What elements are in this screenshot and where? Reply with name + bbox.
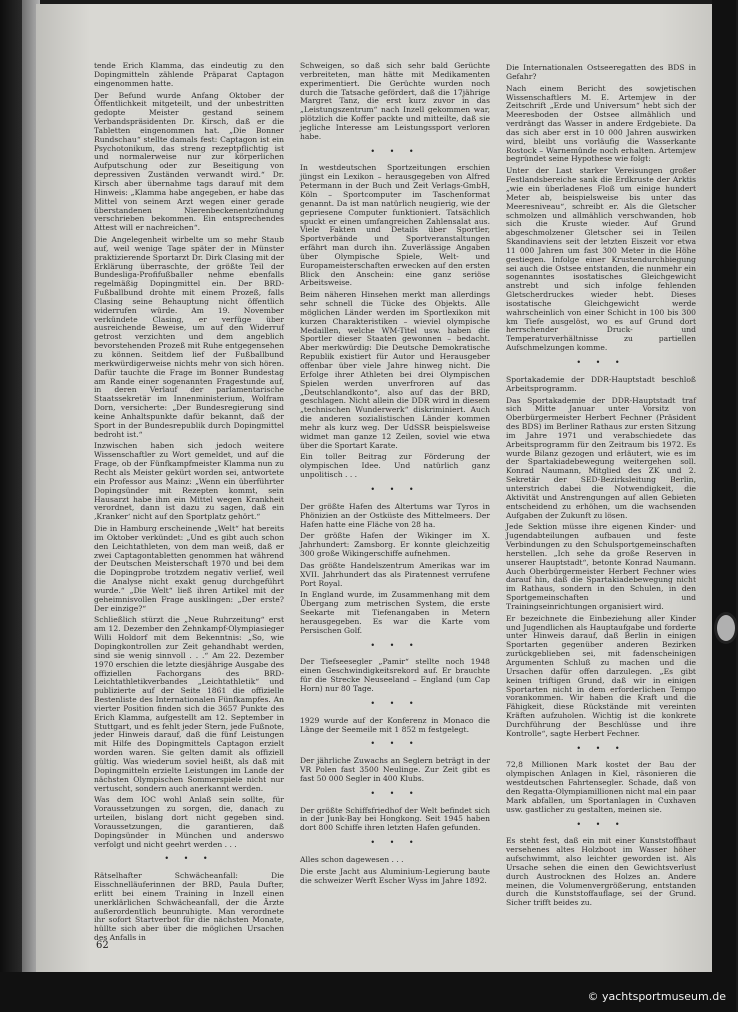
paragraph: In England wurde, im Zusammenhang mit dem Übergang zum metrischen System, die erste Seekarte mit Tiefenangaben in Metern herausgegeben. Es war die Karte vom Persischen Golf.	[300, 590, 490, 635]
paragraph: Der größte Hafen des Altertums war Tyros in Phönizien an der Ostküste des Mittelmeers. Der Hafen hatte eine Fläche von 28 ha.	[300, 501, 490, 529]
binder-hole	[714, 612, 738, 644]
paragraph: Jede Sektion müsse ihre eigenen Kinder- und Jugendabteilungen aufbauen und feste Verbindungen zu den Schulsportgemeinschaften herstellen. „Ich sehe da große Reserven in unserer Hauptstadt“, betonte Konrad Naumann. Auch Oberbürgermeister Herbert Fechner wies darauf hin, daß die Spartakiadebewegung nicht im Rathaus, sondern in den Schulen, in den Sportgemeinschaften und Trainingseinrichtungen organisiert wird.	[506, 522, 696, 611]
section-separator: • • •	[370, 698, 420, 708]
paragraph: Ein toller Beitrag zur Förderung der olympischen Idee. Und natürlich ganz unpolitisch . . .	[300, 452, 490, 480]
text-column-left	[94, 61, 284, 943]
page-number: 62	[96, 940, 109, 951]
source-credit: © yachtsportmuseum.de	[587, 990, 726, 1003]
section-heading: Die Internationalen Ostseeregatten des BDS in Gefahr?	[506, 63, 696, 81]
paragraph: 1929 wurde auf der Konferenz in Monaco die Länge der Seemeile mit 1 852 m festgelegt.	[300, 715, 490, 734]
right-border	[712, 0, 736, 1012]
paragraph: Es steht fest, daß ein mit einer Kunststoffhaut versehenes altes Holzboot im Wasser höher aufschwimmt, also leichter geworden ist. Als Ursache sehen die einen den Gewichtsverlust durch Austrocknen des Holzes an. Andere meinen, die Volumenvergrößerung, entstanden durch die Kunststoffauflage, sei der Grund. Sicher trifft beides zu.	[506, 836, 696, 908]
paragraph: Der Befund wurde Anfang Oktober der Öffentlichkeit mitgeteilt, und der unbestritten gedopte Meister gestand seinem Verbandspräsidenten Dr. Kirsch, daß er die Tabletten eingenommen hat. „Die Bonner Rundschau“ stellte damals fest: Captagon ist ein Psychotonikum, das streng rezeptpflichtig ist und normalerweise nur zur körperlichen Aufputschung oder zur Beseitigung von depressiven Zuständen verwandt wird.“ Dr. Kirsch aber übernahme tags darauf mit dem Hinweis: „Klamma habe angegeben, er habe das Mittel von seinem Arzt wegen einer gerade überstandenen Nierenbeckenentzündung verschrieben bekommen. Ein entsprechendes Attest will er nachreichen“.	[94, 90, 284, 233]
section-separator: • • •	[370, 739, 420, 749]
paragraph: Inzwischen haben sich jedoch weitere Wissenschaftler zu Wort gemeldet, und auf die Frage, ob der Fünfkampfmeister Klamma nun zu Recht als Meister gekürt worden sei, antwortete ein Professor aus Mainz: „Wenn ein überführter Dopingsünder mit Rezepten kommt, sein Hausarzt habe ihm ein Mittel wegen Krankheit verordnet, dann ist dazu zu sagen, daß ein ‚Kranker‘ nicht auf den Sportplatz gehört.“	[94, 441, 284, 522]
paragraph: Unter der Last starker Vereisungen großer Festlandsbereiche sank die Erdkruste der Arktis „wie ein überladenes Floß um einige hundert Meter ab, beispielsweise bis unter das Meeresniveau“, schreibt er. Als die Gletscher schmolzen und allmählich verschwanden, hob sich die Kruste wieder. Auf Grund abgeschmolzener Gletscher sei in Teilen Skandinaviens seit der letzten Eiszeit vor etwa 11 000 Jahren um fast 300 Meter in die Höhe gestiegen. Infolge einer Krustendurchbiegung sei auch die Ostsee entstanden, die nunmehr ein sogenanntes isostatisches Gleichgewicht anstrebt und sich infolge fehlenden Gletscherdruckes wieder hebt. Dieses isostatische Gleichgewicht werde wahrscheinlich von einer Schicht in 100 bis 300 km Tiefe ausgelöst, wo es auf Grund dort herrschender Druck- und Temperaturverhältnisse zu partiellen Aufschmelzungen komme.	[506, 166, 696, 353]
paragraph: Nach einem Bericht des sowjetischen Wissenschaftlers M. E. Artemjew in der Zeitschrift „Erde und Universum“ hebt sich der Meeresboden der Ostsee allmählich und verdrängt das Wasser in andere Erdgebiete. Da das sich aber erst in 10 000 Jahren auswirken wird, bleibt uns vorläufig die Wasserkante Rostock – Warnemünde noch erhalten. Artemjew begründet seine Hypothese wie folgt:	[506, 83, 696, 164]
section-separator: • • •	[164, 854, 214, 864]
paragraph: tende Erich Klamma, das eindeutig zu den Dopingmitteln zählende Präparat Captagon eingenommen hatte.	[94, 61, 284, 88]
paragraph: Beim näheren Hinsehen merkt man allerdings sehr schnell die Tücke des Objekts. Alle möglichen Länder werden im Sportlexikon mit kurzen Charakteristiken – wieviel olympische Medaillen, welche WM-Titel usw. haben die Sportler dieser Staaten gewonnen – bedacht. Aber merkwürdig: Die Deutsche Demokratische Republik existiert für Autor und Herausgeber offenbar über viele Jahre hinweg nicht. Die Erfolge ihrer Athleten bei drei Olympischen Spielen werden unverfroren auf das „Deutschlandkonto“, also auf das der BRD, geschlagen. Nicht allein die DDR wird in diesem „technischen Wunderwerk“ diskriminiert. Auch die anderen sozialistischen Länder kommen mehr als kurz weg. Der UdSSR beispielsweise widmet man ganze 12 Zeilen, soviel wie etwa über die Sportart Karate.	[300, 290, 490, 450]
section-separator: • • •	[370, 146, 420, 156]
paragraph: Der Tiefseesegler „Pamir“ stellte noch 1948 einen Geschwindigkeitsrekord auf. Er brauchte für die Strecke Neuseeland – England (um Cap Horn) nur 80 Tage.	[300, 657, 490, 693]
paragraph: Das größte Handelszentrum Amerikas war im XVII. Jahrhundert das als Piratennest verrufene Port Royal.	[300, 560, 490, 588]
section-separator: • • •	[576, 819, 626, 829]
paragraph: Die Angelegenheit wirbelte um so mehr Staub auf, weil wenige Tage später der in Münster praktizierende Sportarzt Dr. Dirk Clasing mit der Erklärung überraschte, der größte Teil der Bundesliga-Profifußballer nehme ebenfalls regelmäßig Dopingmittel ein. Der BRD-Fußballbund drohte mit einem Prozeß, falls Clasing seine Behauptung nicht öffentlich widerrufen würde. Am 19. November verkündete Clasing, er verfüge über ausreichende Beweise, um auf den Widerruf getrost verzichten und dem angeblich bevorstehenden Prozeß mit Ruhe entgegensehen zu können. Seitdem lief der Fußballbund merkwürdigerweise nichts mehr von sich hören. Dafür tauchte die Frage im Bonner Bundestag am Rande einer sogenannten Fragestunde auf, in deren Verlauf der parlamentarische Staatssekretär im Innenministerium, Wolfram Dorn, versicherte: „Der Bundesregierung sind keine Anhaltspunkte dafür bekannt, daß der Sport in der Bundesrepublik durch Dopingmittel bedroht ist.“	[94, 235, 284, 439]
text-column-middle	[300, 62, 490, 970]
paragraph: Die in Hamburg erscheinende „Welt“ hat bereits im Oktober verkündet: „Und es gibt auch schon den Leichtathleten, von dem man weiß, daß er zwei Captagontabletten genommen hat während der Deutschen Meisterschaft 1970 und bei dem die Dopingprobe trotzdem negativ verlief, weil die Analyse nicht exakt genug durchgeführt wurde.“ „Die Welt“ ließ ihren Artikel mit der geheimnisvollen Frage ausklingen: „Der erste? Der einzige?“	[94, 524, 284, 613]
paragraph: Der jährliche Zuwachs an Seglern beträgt in der VR Polen fast 3500 Neulinge. Zur Zeit gibt es fast 50 000 Segler in 400 Klubs.	[300, 756, 490, 783]
section-separator: • • •	[370, 484, 420, 494]
paragraph: Schließlich stürzt die „Neue Ruhrzeitung“ erst am 12. Dezember den Zehnkampf-Olympiasieger Willi Holdorf mit dem Bekenntnis: „So, wie Dopingkontrollen zur Zeit gehandhabt werden, sind sie wenig sinnvoll . . .“ Am 22. Dezember 1970 erschien die letzte diesjährige Ausgabe des offiziellen Fachorgans des BRD-Leichtathletikverbandes „Leichtathletik“ und publizierte auf der Seite 1861 die offizielle Bestenliste des Internationalen Fünfkampfes. An vierter Position finden sich die 3657 Punkte des Erich Klamma, aufgestellt am 12. September in Stuttgart, und es fehlt jeder Stern, jede Fußnote, jeder Hinweis darauf, daß die fünf Leistungen mit Hilfe des Dopingmittels Captagon erzielt worden waren. Sie gelten damit als offiziell gültig. Was wiederum soviel heißt, als daß mit Dopingmitteln erzielte Leistungen im Lande der nächsten Olympischen Sommerspiele nicht nur vertuscht, sondern auch anerkannt werden.	[94, 615, 284, 793]
paragraph: Schweigen, so daß sich sehr bald Gerüchte verbreiteten, man hätte mit Medikamenten experimentiert. Die Gerüchte wurden noch durch die Tatsache gefördert, daß die 17jährige Margret Tanz, die erst kurz zuvor in das „Leistungszentrum“ nach Inzell gekommen war, plötzlich die Koffer packte und mitteilte, daß sie jegliche Interesse am Leistungssport verloren habe.	[300, 61, 490, 141]
paragraph: Das Sportakademie der DDR-Hauptstadt traf sich Mitte Januar unter Vorsitz von Oberbürgermeister Herbert Fechner (Präsident des BDS) im Berliner Rathaus zur ersten Sitzung im Jahre 1971 und verabschiedete das Arbeitsprogramm für den Zeitraum bis 1972. Es wurde Bilanz gezogen und erläutert, wie es im der Spartakiadebewegung weitergehen soll. Konrad Naumann, Mitglied des ZK und 2. Sekretär der SED-Bezirksleitung Berlin, unterstrich dabei die Notwendigkeit, die Aktivität und Anstrengungen auf allen Gebieten entscheidend zu erhöhen, um die wachsenden Aufgaben der Zukunft zu lösen.	[506, 395, 696, 520]
paragraph: Die erste Jacht aus Aluminium-Legierung baute die schweizer Werft Escher Wyss im Jahre 1892.	[300, 866, 490, 885]
book-spine-shadow	[0, 0, 22, 1012]
section-heading: Sportakademie der DDR-Hauptstadt beschloß Arbeitsprogramm.	[506, 374, 696, 393]
section-separator: • • •	[576, 743, 626, 753]
section-separator: • • •	[576, 358, 626, 367]
paragraph: 72,8 Millionen Mark kostet der Bau der olympischen Anlagen in Kiel, räsonieren die westdeutschen Fahrtensegler. Schade, daß von den Regatta-Olympiamillionen nicht mal ein paar Mark abfallen, um Sportanlagen in Cuxhaven usw. gastlicher zu gestalten, meinen sie.	[506, 760, 696, 814]
paragraph: Er bezeichnete die Einbeziehung aller Kinder und Jugendlichen als Hauptaufgabe und forderte unter Hinweis darauf, daß Berlin in einigen Sportarten gegenüber anderen Bezirken zurückgeblieben sei, mit fadenscheinigen Argumenten Schluß zu machen und die Ursachen dafür offen darzulegen. „Es gibt keinen triftigen Grund, daß wir in einigen Sportarten nicht in dem erforderlichen Tempo vorankommen. Wir haben die Kraft und die Fähigkeit, diese Rückstände mit vereinten Kräften aufzuholen. Wichtig ist die konkrete Durchführung der Beschlüsse und ihre Kontrolle“, sagte Herbert Fechner.	[506, 613, 696, 738]
paragraph: Der größte Schiffsfriedhof der Welt befindet sich in der Junk-Bay bei Hongkong. Seit 1945 haben dort 800 Schiffe ihren letzten Hafen gefunden.	[300, 805, 490, 833]
section-separator: • • •	[370, 838, 420, 848]
text-column-right	[506, 62, 696, 942]
section-separator: • • •	[370, 640, 420, 650]
section-separator: • • •	[370, 788, 420, 798]
paragraph: Was dem IOC wohl Anlaß sein sollte, für Voraussetzungen zu sorgen, die, danach zu urteilen, bislang dort nicht gegeben sind. Voraussetzungen, die garantieren, daß Dopingsünder in München und anderswo verfolgt und nicht geehrt werden . . .	[94, 795, 284, 849]
paragraph: In westdeutschen Sportzeitungen erschien jüngst ein Lexikon – herausgegeben von Alfred Petermann in der Buch und Zeit Verlags-GmbH, Köln – Sportcomputer im Taschenformat genannt. Da ist man natürlich neugierig, wie der gepriesene Computer funktioniert. Tatsächlich spuckt er einen umfangreichen Zahlensalat aus. Viele Fakten und Details über Sportler, Sportverbände und Sportveranstaltungen erfährt man durch ihn. Zuverlässige Angaben über Olympische Spiele, Welt- und Europameisterschaften erwecken auf den ersten Blick den Anschein: eine ganz seriöse Arbeitsweise.	[300, 163, 490, 288]
paragraph: Rätselhafter Schwächeanfall: Die Eisschnelläuferinnen der BRD, Paula Dufter, erlitt bei einem Training in Inzell einen unerklärlichen Schwächeanfall, der die Ärzte außerordentlich beunruhigte. Man verordnete ihr sofort Startverbot für die nächsten Monate, hüllte sich aber über die möglichen Ursachen des Anfalls in	[94, 871, 284, 943]
paragraph: Der größte Hafen der Wikinger im X. Jahrhundert: Zamsborg. Er konnte gleichzeitig 300 große Wikingerschiffe aufnehmen.	[300, 531, 490, 559]
paragraph: Alles schon dagewesen . . .	[300, 854, 404, 864]
